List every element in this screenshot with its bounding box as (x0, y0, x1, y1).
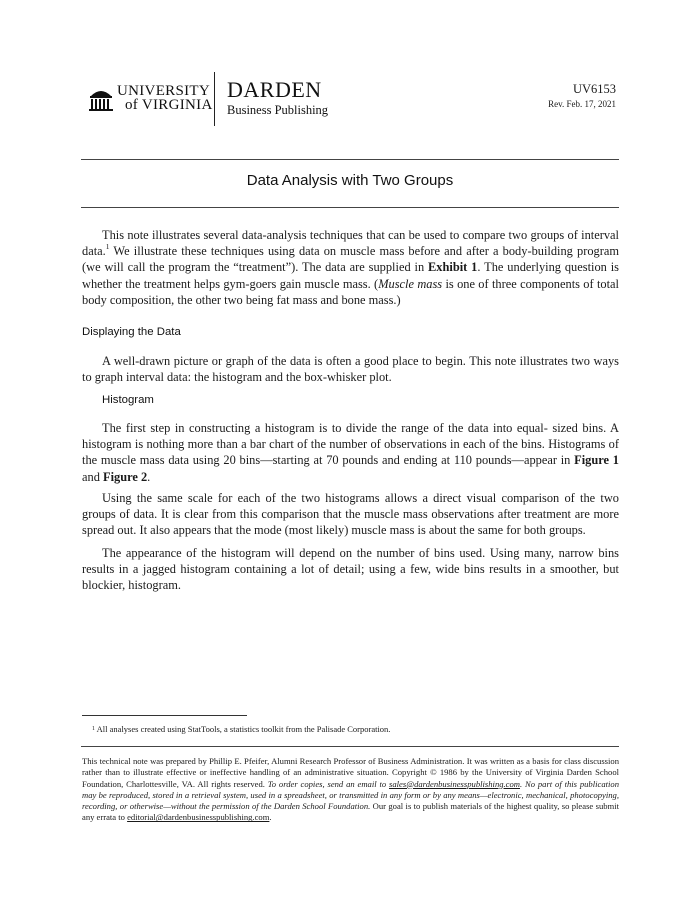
top-rule (81, 159, 619, 160)
histogram-p1-text: The first step in constructing a histogram is to divide the range of the data into equal- sized bins. A histogram is nothing more than a bar chart of the number of observations in each of the bins. Histograms of the muscle mass data using 20 bins—starting at 70 pounds and ending at 110 pounds—appear in (82, 421, 619, 468)
footnote-number: 1 (92, 726, 95, 732)
histogram-p1-end: . (147, 469, 151, 484)
intro-paragraph (82, 227, 619, 308)
intro-text-4: is one of three components of total body composition, the other two being fat mass and bone mass.) (82, 276, 619, 307)
histogram-paragraph-2: Using the same scale for each of the two histograms allows a direct visual comparison of the two groups of data. It is clear from this comparison that the muscle mass observations after treatment are more spread out. It also appears that the mode (most likely) muscle mass is about the same for both groups. (82, 491, 619, 538)
uva-wordmark-line2: of VIRGINIA (125, 97, 213, 113)
title-rule (81, 207, 619, 208)
section-heading-displaying-data: Displaying the Data (82, 326, 181, 338)
boilerplate-text-1: This technical note was prepared by Phillip E. Pfeifer, Alumni Research Professor of Business Administration. It was written as a basis for class discussion rather than to illustrate effective or ineffective handling of an administrative situation. Copyright © 1986 by the University of Virginia Darden School Foundation, Charlottesville, VA. All rights reserved. (82, 756, 619, 789)
uva-wordmark-line1: UNIVERSITY (117, 83, 210, 99)
displaying-data-paragraph: A well-drawn picture or graph of the data is often a good place to begin. This note illustrates two ways to graph interval data: the histogram and the box-whisker plot. (82, 354, 619, 385)
uva-wordmark (117, 84, 213, 112)
intro-text-3: . The underlying question is whether the treatment helps gym-goers gain muscle mass. ( (82, 260, 620, 291)
histogram-paragraph-3: The appearance of the histogram will depend on the number of bins used. Using many, narrow bins results in a jagged histogram containing a lot of detail; using a few, wide bins results in a smoother, but blockier, histogram. (82, 546, 619, 593)
revision-date: Rev. Feb. 17, 2021 (548, 99, 616, 109)
intro-italic-term: Muscle mass (378, 276, 443, 291)
boilerplate-italic-2: . No part of this publication may be reproduced, stored in a retrieval system, used in a spreadsheet, or transmitted in any form or by any means—electronic, mechanical, photocopying, recording, or otherwise—without the permission of the Darden School Foundation. (82, 778, 619, 812)
bottom-rule (81, 746, 619, 747)
sales-email-link[interactable]: sales@dardenbusinesspublishing.com (389, 778, 520, 789)
darden-subtitle: Business Publishing (227, 103, 329, 117)
figure-2-reference: Figure 2 (103, 469, 148, 484)
histogram-p1-and: and (82, 469, 103, 484)
exhibit-reference: Exhibit 1 (428, 260, 478, 275)
intro-text-2: We illustrate these techniques using data on muscle mass before and after a body-building program (we will call the program the “treatment”). The data are supplied in (82, 244, 619, 275)
footnote (92, 724, 390, 735)
rotunda-icon (89, 86, 113, 112)
logo-divider (214, 72, 215, 126)
figure-1-reference: Figure 1 (574, 453, 619, 468)
intro-text-1: This note illustrates several data-analysis techniques that can be used to compare two groups of interval data. (82, 228, 619, 259)
footnote-reference[interactable]: 1 (105, 242, 110, 252)
boilerplate-text-3: . (269, 812, 272, 823)
boilerplate-text-2: Our goal is to publish materials of the highest quality, so please submit any errata to (82, 801, 619, 823)
footnote-rule (82, 715, 247, 716)
boilerplate-italic-1: To order copies, send an email to (267, 778, 389, 789)
subheading-histogram: Histogram (102, 394, 154, 406)
university-of-virginia-logo (89, 83, 213, 118)
histogram-paragraph-1 (82, 420, 619, 485)
editorial-email-link[interactable]: editorial@dardenbusinesspublishing.com (127, 812, 270, 823)
page-title: Data Analysis with Two Groups (246, 172, 454, 189)
copyright-boilerplate (82, 756, 619, 824)
document-code: UV6153 (572, 82, 616, 96)
darden-wordmark: DARDEN (227, 77, 322, 102)
footnote-text: All analyses created using StatTools, a statistics toolkit from the Palisade Corporation. (95, 724, 391, 734)
